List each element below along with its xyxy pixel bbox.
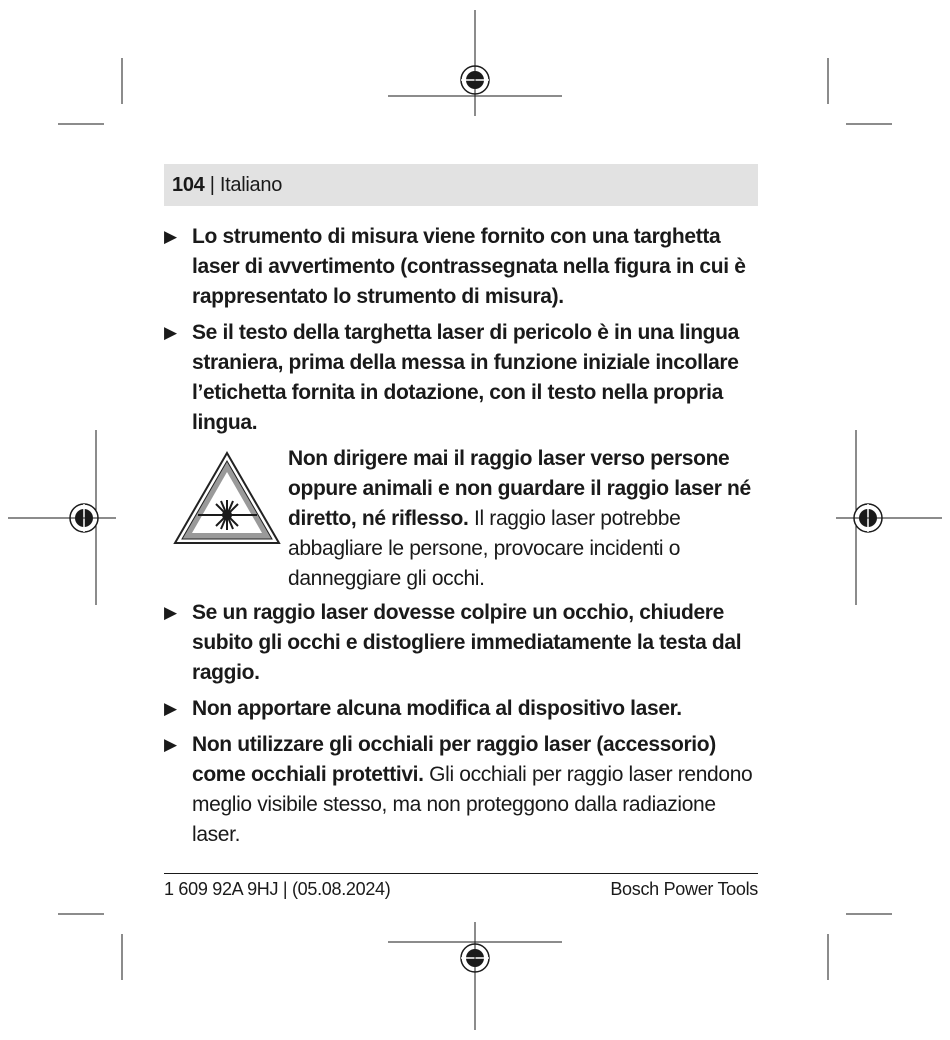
publisher: Bosch Power Tools	[610, 879, 758, 899]
warning-text: Il raggio laser potrebbe abbagliare le persone, provocare incidenti o danneggiare gli occhi.	[288, 507, 681, 590]
registration-target-left	[70, 504, 98, 532]
page-footer	[164, 873, 758, 900]
registration-target-right	[854, 504, 882, 532]
laser-warning-block	[164, 444, 758, 594]
list-item	[164, 730, 758, 850]
bullet-icon: ▶	[164, 227, 177, 246]
warning-bold-text: Non dirigere mai il raggio laser verso persone oppure animali e non guardare il raggio laser né diretto, né riflesso.	[288, 447, 751, 530]
document-code: 1 609 92A 9HJ | (05.08.2024)	[164, 879, 391, 899]
page-number: 104	[172, 174, 205, 196]
list-item	[164, 318, 758, 438]
laser-warning-text	[288, 444, 758, 594]
page-header	[164, 164, 758, 206]
header-text	[172, 173, 282, 197]
item-text: Gli occhiali per raggio laser rendono meglio visibile stesso, ma non proteggono dalla radiazione laser.	[192, 763, 753, 846]
bullet-icon: ▶	[164, 603, 177, 622]
item-bold-text: Lo strumento di misura viene fornito con una targhetta laser di avvertimento (contrassegnata nella figura in cui è rappresentato lo strumento di misura).	[192, 225, 746, 308]
bullet-icon: ▶	[164, 699, 177, 718]
registration-target-bottom	[461, 944, 489, 972]
item-bold-text: Se un raggio laser dovesse colpire un occhio, chiudere subito gli occhi e distogliere immediatamente la testa dal raggio.	[192, 601, 742, 684]
item-bold-text: Se il testo della targhetta laser di pericolo è in una lingua straniera, prima della messa in funzione iniziale incollare l’etichetta fornita in dotazione, con il testo nella propria lingua.	[192, 321, 739, 434]
bullet-icon: ▶	[164, 323, 177, 342]
section-language: Italiano	[219, 174, 283, 196]
item-bold-text: Non apportare alcuna modifica al dispositivo laser.	[192, 697, 682, 720]
bullet-icon: ▶	[164, 735, 177, 754]
registration-target-top	[461, 66, 489, 94]
list-item	[164, 222, 758, 312]
laser-warning-triangle-icon	[172, 450, 282, 546]
item-bold-text: Non utilizzare gli occhiali per raggio laser (accessorio) come occhiali protettivi.	[192, 733, 716, 786]
header-separator: |	[209, 174, 215, 196]
list-item	[164, 598, 758, 688]
list-item	[164, 694, 758, 724]
safety-instructions	[164, 222, 758, 856]
